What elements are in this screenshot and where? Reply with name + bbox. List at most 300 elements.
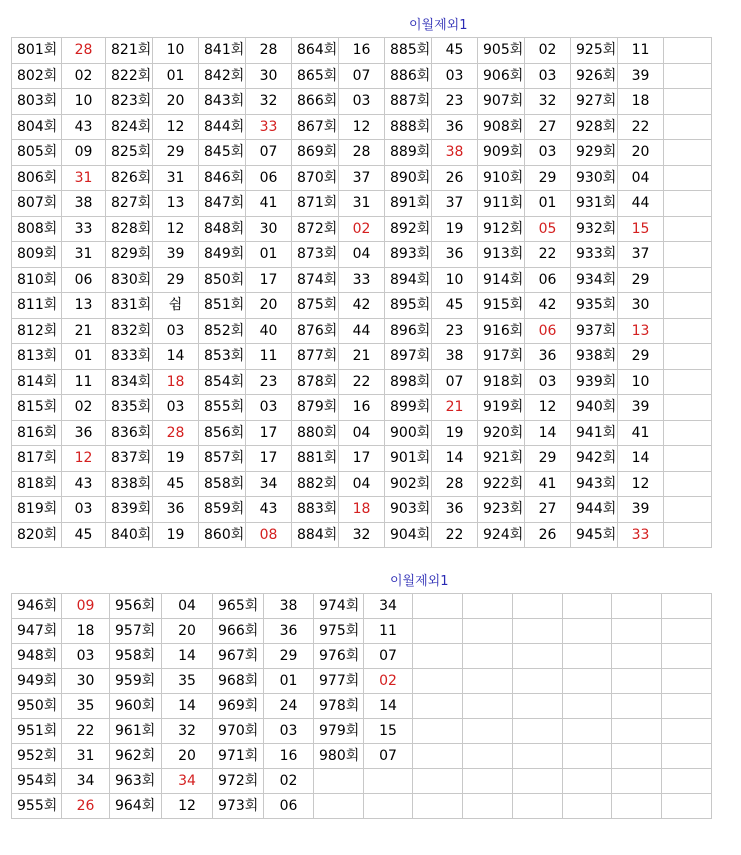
round-label: 821회 bbox=[106, 38, 153, 64]
round-label: 825회 bbox=[106, 140, 153, 166]
round-number: 19 bbox=[153, 522, 199, 548]
empty-cell bbox=[662, 669, 712, 694]
empty-cell bbox=[413, 619, 463, 644]
round-label: 924회 bbox=[478, 522, 525, 548]
round-label: 893회 bbox=[385, 242, 432, 268]
round-label: 814회 bbox=[12, 369, 62, 395]
round-label: 822회 bbox=[106, 63, 153, 89]
round-number: 30 bbox=[62, 669, 110, 694]
round-number: 34 bbox=[62, 769, 110, 794]
round-label: 823회 bbox=[106, 89, 153, 115]
empty-cell bbox=[664, 89, 712, 115]
round-label: 974회 bbox=[314, 594, 364, 619]
round-label: 860회 bbox=[199, 522, 246, 548]
round-number: 44 bbox=[618, 191, 664, 217]
round-number: 29 bbox=[153, 267, 199, 293]
empty-cell bbox=[413, 719, 463, 744]
round-label: 813회 bbox=[12, 344, 62, 370]
round-label: 952회 bbox=[12, 744, 62, 769]
round-number: 03 bbox=[525, 63, 571, 89]
round-number: 11 bbox=[246, 344, 292, 370]
round-label: 977회 bbox=[314, 669, 364, 694]
round-label: 805회 bbox=[12, 140, 62, 166]
round-number: 01 bbox=[525, 191, 571, 217]
empty-cell bbox=[463, 594, 513, 619]
round-label: 920회 bbox=[478, 420, 525, 446]
empty-cell bbox=[513, 594, 563, 619]
round-number: 45 bbox=[62, 522, 106, 548]
round-number: 41 bbox=[525, 471, 571, 497]
round-number: 14 bbox=[525, 420, 571, 446]
empty-cell bbox=[513, 669, 563, 694]
round-number: 03 bbox=[339, 89, 385, 115]
empty-cell bbox=[413, 694, 463, 719]
round-label: 919회 bbox=[478, 395, 525, 421]
round-label: 817회 bbox=[12, 446, 62, 472]
round-number: 19 bbox=[432, 216, 478, 242]
round-number: 31 bbox=[62, 242, 106, 268]
round-number: 12 bbox=[525, 395, 571, 421]
round-number: 29 bbox=[264, 644, 314, 669]
round-number: 14 bbox=[162, 644, 213, 669]
round-number: 14 bbox=[364, 694, 413, 719]
round-label: 929회 bbox=[571, 140, 618, 166]
empty-cell bbox=[563, 694, 612, 719]
round-label: 900회 bbox=[385, 420, 432, 446]
empty-cell bbox=[463, 619, 513, 644]
round-number: 02 bbox=[364, 669, 413, 694]
round-number: 20 bbox=[618, 140, 664, 166]
round-number: 29 bbox=[525, 165, 571, 191]
table1-row bbox=[12, 242, 712, 268]
round-label: 810회 bbox=[12, 267, 62, 293]
round-label: 955회 bbox=[12, 794, 62, 819]
round-number: 16 bbox=[264, 744, 314, 769]
round-number: 04 bbox=[339, 420, 385, 446]
table2-row bbox=[12, 594, 712, 619]
table1-row bbox=[12, 369, 712, 395]
empty-cell bbox=[513, 619, 563, 644]
round-label: 880회 bbox=[292, 420, 339, 446]
round-label: 873회 bbox=[292, 242, 339, 268]
round-label: 806회 bbox=[12, 165, 62, 191]
round-number: 03 bbox=[525, 369, 571, 395]
round-number: 17 bbox=[339, 446, 385, 472]
round-number: 34 bbox=[364, 594, 413, 619]
round-number: 10 bbox=[153, 38, 199, 64]
empty-cell bbox=[563, 644, 612, 669]
round-number: 13 bbox=[62, 293, 106, 319]
round-number: 01 bbox=[264, 669, 314, 694]
round-label: 939회 bbox=[571, 369, 618, 395]
round-label: 884회 bbox=[292, 522, 339, 548]
table2-row bbox=[12, 769, 712, 794]
round-number: 21 bbox=[62, 318, 106, 344]
empty-cell bbox=[662, 794, 712, 819]
round-label: 882회 bbox=[292, 471, 339, 497]
table1-grid bbox=[11, 37, 712, 548]
round-number: 26 bbox=[432, 165, 478, 191]
round-label: 830회 bbox=[106, 267, 153, 293]
round-label bbox=[314, 769, 364, 794]
round-label: 889회 bbox=[385, 140, 432, 166]
round-label: 931회 bbox=[571, 191, 618, 217]
round-number: 22 bbox=[618, 114, 664, 140]
round-number: 18 bbox=[153, 369, 199, 395]
round-number: 14 bbox=[153, 344, 199, 370]
round-number: 21 bbox=[339, 344, 385, 370]
empty-cell bbox=[664, 318, 712, 344]
round-number: 34 bbox=[162, 769, 213, 794]
round-label: 959회 bbox=[110, 669, 162, 694]
round-number: 13 bbox=[618, 318, 664, 344]
round-number: 02 bbox=[339, 216, 385, 242]
round-number: 14 bbox=[432, 446, 478, 472]
round-number: 41 bbox=[246, 191, 292, 217]
table1-row bbox=[12, 471, 712, 497]
empty-cell bbox=[612, 744, 662, 769]
round-number: 36 bbox=[525, 344, 571, 370]
round-label: 970회 bbox=[213, 719, 264, 744]
table1-row bbox=[12, 38, 712, 64]
empty-cell bbox=[563, 794, 612, 819]
round-label: 894회 bbox=[385, 267, 432, 293]
empty-cell bbox=[662, 694, 712, 719]
round-number: 09 bbox=[62, 140, 106, 166]
empty-cell bbox=[664, 216, 712, 242]
round-label bbox=[314, 794, 364, 819]
round-label: 915회 bbox=[478, 293, 525, 319]
round-number: 20 bbox=[162, 619, 213, 644]
empty-cell bbox=[664, 140, 712, 166]
round-number: 12 bbox=[153, 114, 199, 140]
round-number: 10 bbox=[432, 267, 478, 293]
round-label: 914회 bbox=[478, 267, 525, 293]
round-number: 32 bbox=[162, 719, 213, 744]
round-label: 854회 bbox=[199, 369, 246, 395]
table2-row bbox=[12, 794, 712, 819]
round-label: 910회 bbox=[478, 165, 525, 191]
round-label: 956회 bbox=[110, 594, 162, 619]
round-label: 934회 bbox=[571, 267, 618, 293]
round-label: 938회 bbox=[571, 344, 618, 370]
table1-row bbox=[12, 318, 712, 344]
round-number: 02 bbox=[264, 769, 314, 794]
round-number: 36 bbox=[432, 114, 478, 140]
empty-cell bbox=[413, 744, 463, 769]
round-label: 844회 bbox=[199, 114, 246, 140]
round-number: 26 bbox=[525, 522, 571, 548]
round-label: 858회 bbox=[199, 471, 246, 497]
table2-row bbox=[12, 669, 712, 694]
table1-row bbox=[12, 89, 712, 115]
round-label: 811회 bbox=[12, 293, 62, 319]
table1-title: 이월제외1 bbox=[409, 18, 468, 33]
round-number: 06 bbox=[525, 267, 571, 293]
empty-cell bbox=[662, 719, 712, 744]
round-label: 838회 bbox=[106, 471, 153, 497]
table2-row bbox=[12, 644, 712, 669]
empty-cell bbox=[413, 794, 463, 819]
round-number: 15 bbox=[618, 216, 664, 242]
empty-cell bbox=[662, 594, 712, 619]
round-label: 901회 bbox=[385, 446, 432, 472]
round-label: 980회 bbox=[314, 744, 364, 769]
round-number: 12 bbox=[162, 794, 213, 819]
round-number: 10 bbox=[62, 89, 106, 115]
round-number bbox=[364, 794, 413, 819]
empty-cell bbox=[413, 769, 463, 794]
round-label: 872회 bbox=[292, 216, 339, 242]
table1-row bbox=[12, 140, 712, 166]
round-number: 04 bbox=[339, 242, 385, 268]
empty-cell bbox=[664, 420, 712, 446]
round-number: 03 bbox=[62, 644, 110, 669]
round-label: 864회 bbox=[292, 38, 339, 64]
empty-cell bbox=[662, 744, 712, 769]
round-number: 06 bbox=[62, 267, 106, 293]
round-label: 975회 bbox=[314, 619, 364, 644]
round-label: 927회 bbox=[571, 89, 618, 115]
round-number: 20 bbox=[162, 744, 213, 769]
empty-cell bbox=[662, 619, 712, 644]
round-number: 38 bbox=[264, 594, 314, 619]
round-label: 842회 bbox=[199, 63, 246, 89]
round-number: 38 bbox=[62, 191, 106, 217]
round-number: 07 bbox=[432, 369, 478, 395]
round-label: 878회 bbox=[292, 369, 339, 395]
round-label: 912회 bbox=[478, 216, 525, 242]
round-number: 43 bbox=[62, 114, 106, 140]
round-number: 29 bbox=[525, 446, 571, 472]
round-label: 832회 bbox=[106, 318, 153, 344]
round-number: 39 bbox=[618, 63, 664, 89]
empty-cell bbox=[513, 794, 563, 819]
round-label: 828회 bbox=[106, 216, 153, 242]
round-number: 05 bbox=[525, 216, 571, 242]
round-number: 29 bbox=[618, 267, 664, 293]
round-label: 826회 bbox=[106, 165, 153, 191]
round-label: 905회 bbox=[478, 38, 525, 64]
round-number: 37 bbox=[339, 165, 385, 191]
round-number: 13 bbox=[153, 191, 199, 217]
round-number: 07 bbox=[364, 744, 413, 769]
empty-cell bbox=[664, 522, 712, 548]
round-label: 967회 bbox=[213, 644, 264, 669]
empty-cell bbox=[463, 644, 513, 669]
round-label: 917회 bbox=[478, 344, 525, 370]
round-label: 848회 bbox=[199, 216, 246, 242]
empty-cell bbox=[463, 694, 513, 719]
round-label: 851회 bbox=[199, 293, 246, 319]
table1-row bbox=[12, 395, 712, 421]
round-number: 19 bbox=[432, 420, 478, 446]
round-label: 886회 bbox=[385, 63, 432, 89]
round-label: 899회 bbox=[385, 395, 432, 421]
round-label: 802회 bbox=[12, 63, 62, 89]
round-label: 833회 bbox=[106, 344, 153, 370]
round-number: 03 bbox=[525, 140, 571, 166]
round-label: 827회 bbox=[106, 191, 153, 217]
round-number: 02 bbox=[525, 38, 571, 64]
round-label: 979회 bbox=[314, 719, 364, 744]
round-label: 879회 bbox=[292, 395, 339, 421]
round-label: 815회 bbox=[12, 395, 62, 421]
round-label: 869회 bbox=[292, 140, 339, 166]
round-label: 801회 bbox=[12, 38, 62, 64]
round-number: 32 bbox=[246, 89, 292, 115]
round-number: 37 bbox=[432, 191, 478, 217]
round-label: 883회 bbox=[292, 497, 339, 523]
round-label: 941회 bbox=[571, 420, 618, 446]
round-label: 958회 bbox=[110, 644, 162, 669]
round-number: 39 bbox=[618, 395, 664, 421]
round-label: 816회 bbox=[12, 420, 62, 446]
round-label: 819회 bbox=[12, 497, 62, 523]
empty-cell bbox=[563, 744, 612, 769]
round-label: 944회 bbox=[571, 497, 618, 523]
empty-cell bbox=[664, 471, 712, 497]
round-number: 34 bbox=[246, 471, 292, 497]
round-label: 843회 bbox=[199, 89, 246, 115]
round-number: 쉼 bbox=[153, 293, 199, 319]
round-label: 847회 bbox=[199, 191, 246, 217]
empty-cell bbox=[563, 619, 612, 644]
round-number: 06 bbox=[246, 165, 292, 191]
round-number: 28 bbox=[153, 420, 199, 446]
round-number: 43 bbox=[246, 497, 292, 523]
empty-cell bbox=[513, 644, 563, 669]
empty-cell bbox=[463, 719, 513, 744]
empty-cell bbox=[612, 694, 662, 719]
empty-cell bbox=[463, 669, 513, 694]
round-number: 03 bbox=[432, 63, 478, 89]
round-number: 22 bbox=[62, 719, 110, 744]
table1-row bbox=[12, 293, 712, 319]
round-number: 27 bbox=[525, 497, 571, 523]
round-number: 23 bbox=[246, 369, 292, 395]
round-number: 23 bbox=[432, 89, 478, 115]
round-number: 27 bbox=[525, 114, 571, 140]
round-label: 963회 bbox=[110, 769, 162, 794]
table1-row bbox=[12, 446, 712, 472]
round-label: 902회 bbox=[385, 471, 432, 497]
round-label: 950회 bbox=[12, 694, 62, 719]
round-label: 972회 bbox=[213, 769, 264, 794]
empty-cell bbox=[513, 744, 563, 769]
empty-cell bbox=[612, 794, 662, 819]
round-label: 922회 bbox=[478, 471, 525, 497]
round-label: 877회 bbox=[292, 344, 339, 370]
round-number: 32 bbox=[525, 89, 571, 115]
round-label: 942회 bbox=[571, 446, 618, 472]
round-label: 804회 bbox=[12, 114, 62, 140]
round-number: 03 bbox=[153, 318, 199, 344]
round-number: 35 bbox=[162, 669, 213, 694]
round-label: 875회 bbox=[292, 293, 339, 319]
empty-cell bbox=[612, 719, 662, 744]
round-number: 08 bbox=[246, 522, 292, 548]
empty-cell bbox=[463, 744, 513, 769]
round-number: 09 bbox=[62, 594, 110, 619]
round-number: 36 bbox=[432, 242, 478, 268]
round-number: 28 bbox=[62, 38, 106, 64]
round-label: 841회 bbox=[199, 38, 246, 64]
round-label: 940회 bbox=[571, 395, 618, 421]
round-label: 968회 bbox=[213, 669, 264, 694]
round-number: 23 bbox=[432, 318, 478, 344]
round-number: 40 bbox=[246, 318, 292, 344]
round-label: 960회 bbox=[110, 694, 162, 719]
round-label: 834회 bbox=[106, 369, 153, 395]
round-number: 17 bbox=[246, 420, 292, 446]
empty-cell bbox=[664, 446, 712, 472]
round-label: 853회 bbox=[199, 344, 246, 370]
round-number: 01 bbox=[153, 63, 199, 89]
round-number: 04 bbox=[162, 594, 213, 619]
round-label: 935회 bbox=[571, 293, 618, 319]
round-label: 909회 bbox=[478, 140, 525, 166]
round-label: 976회 bbox=[314, 644, 364, 669]
round-number: 16 bbox=[339, 395, 385, 421]
empty-cell bbox=[513, 769, 563, 794]
empty-cell bbox=[413, 594, 463, 619]
round-label: 885회 bbox=[385, 38, 432, 64]
round-label: 891회 bbox=[385, 191, 432, 217]
empty-cell bbox=[664, 497, 712, 523]
round-label: 921회 bbox=[478, 446, 525, 472]
round-label: 913회 bbox=[478, 242, 525, 268]
empty-cell bbox=[463, 769, 513, 794]
round-label: 839회 bbox=[106, 497, 153, 523]
table1-row bbox=[12, 191, 712, 217]
round-label: 904회 bbox=[385, 522, 432, 548]
round-number: 02 bbox=[62, 395, 106, 421]
round-label: 831회 bbox=[106, 293, 153, 319]
round-number: 37 bbox=[618, 242, 664, 268]
table2-row bbox=[12, 719, 712, 744]
round-label: 840회 bbox=[106, 522, 153, 548]
round-label: 820회 bbox=[12, 522, 62, 548]
round-label: 930회 bbox=[571, 165, 618, 191]
round-label: 918회 bbox=[478, 369, 525, 395]
round-label: 876회 bbox=[292, 318, 339, 344]
round-label: 829회 bbox=[106, 242, 153, 268]
round-label: 865회 bbox=[292, 63, 339, 89]
round-label: 923회 bbox=[478, 497, 525, 523]
round-label: 906회 bbox=[478, 63, 525, 89]
round-number: 17 bbox=[246, 446, 292, 472]
round-number: 22 bbox=[339, 369, 385, 395]
round-number: 03 bbox=[62, 497, 106, 523]
round-label: 846회 bbox=[199, 165, 246, 191]
round-label: 946회 bbox=[12, 594, 62, 619]
round-number: 12 bbox=[62, 446, 106, 472]
empty-cell bbox=[513, 719, 563, 744]
round-number: 26 bbox=[62, 794, 110, 819]
round-number: 42 bbox=[525, 293, 571, 319]
round-label: 897회 bbox=[385, 344, 432, 370]
round-number: 03 bbox=[264, 719, 314, 744]
round-number: 20 bbox=[153, 89, 199, 115]
round-number: 28 bbox=[339, 140, 385, 166]
round-number: 33 bbox=[246, 114, 292, 140]
round-label: 911회 bbox=[478, 191, 525, 217]
round-number: 45 bbox=[432, 38, 478, 64]
round-label: 908회 bbox=[478, 114, 525, 140]
empty-cell bbox=[664, 165, 712, 191]
round-number: 35 bbox=[62, 694, 110, 719]
